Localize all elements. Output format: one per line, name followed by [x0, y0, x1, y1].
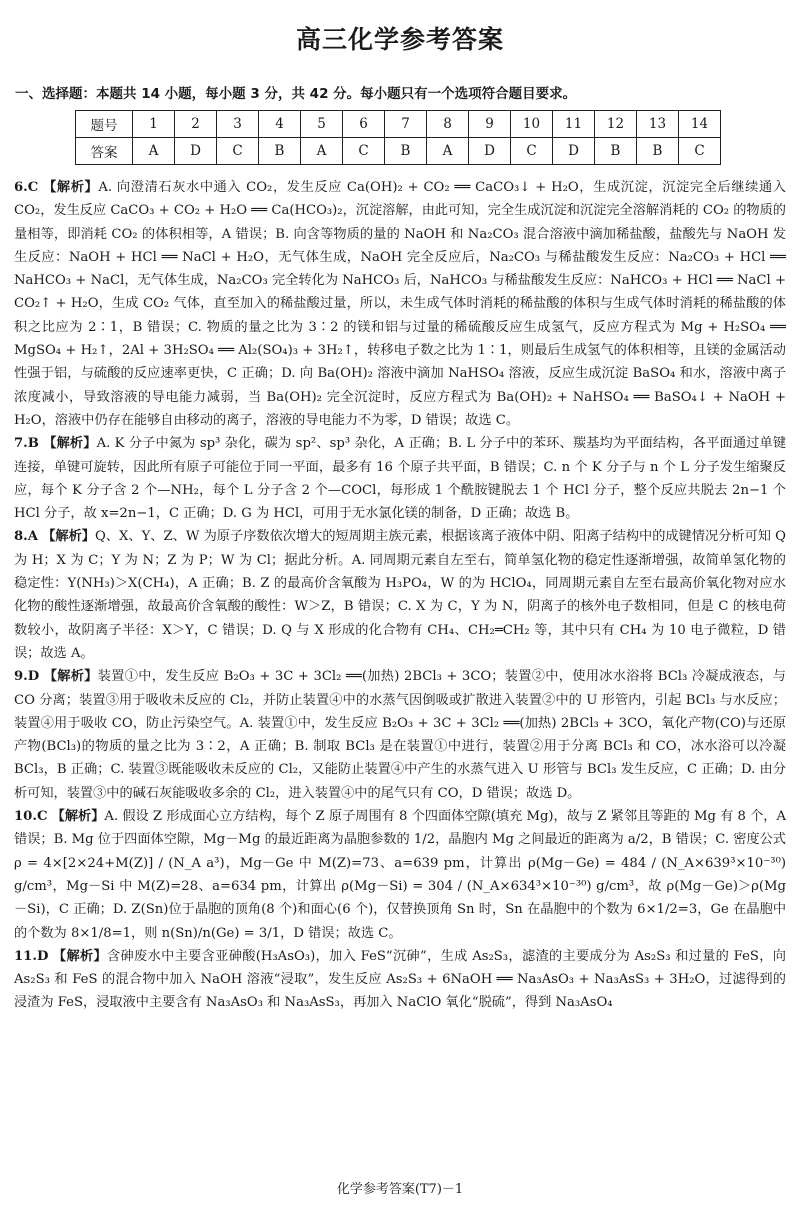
explanation-item	[14, 945, 786, 1015]
question-answer: 6.C	[14, 180, 39, 195]
explanation-text: Q、X、Y、Z、W 为原子序数依次增大的短周期主族元素，根据该离子液体中阴、阳离子结构中的成键情况分析可知 Q 为 H；X 为 C；Y 为 N；Z 为 P；W 为 Cl；据此分析。A. 同周期元素自左至右，简单氢化物的稳定性逐渐增强，故简单氢化物的稳定性：Y(NH₃)＞X(CH₄)，A 正确；B. Z 的最高价含氧酸为 H₃PO₄，W 的为 HClO₄，同周期元素自左至右最高价氧化物对应水化物的酸性逐渐增强，故最高价含氧酸的酸性：W＞Z，B 错误；C. X 为 C，Y 为 N，阴离子的核外电子数相同，但是 C 的核电荷数较小，故阴离子半径：X＞Y，C 错误；D. Q 与 X 形成的化合物有 CH₄、CH₂═CH₂ 等，其中只有 CH₄ 为 10 电子微粒，D 错误；故选 A。	[14, 529, 786, 661]
cell-number: 4	[259, 111, 301, 138]
cell-answer: C	[511, 138, 553, 165]
question-answer: 11.D	[14, 948, 49, 964]
explanation-text: A. 向澄清石灰水中通入 CO₂，发生反应 Ca(OH)₂ + CO₂ ══ CaCO₃↓ + H₂O，生成沉淀，沉淀完全后继续通入 CO₂，发生反应 CaCO₃ + CO₂ + H₂O ══ Ca(HCO₃)₂，沉淀溶解，由此可知，完全生成沉淀和沉淀完全溶解消耗的 CO₂ 的物质的量相等，即消耗 CO₂ 的体积相等，A 错误；B. 向含等物质的量的 NaOH 和 Na₂CO₃ 混合溶液中滴加稀盐酸，盐酸先与 NaOH 发生反应：NaOH + HCl ══ NaCl + H₂O，无气体生成，NaOH 完全反应后，Na₂CO₃ 与稀盐酸发生反应：Na₂CO₃ + HCl ══ NaHCO₃ + NaCl，无气体生成，Na₂CO₃ 完全转化为 NaHCO₃ 后，NaHCO₃ 与稀盐酸发生反应：NaHCO₃ + HCl ══ NaCl + CO₂↑ + H₂O，生成 CO₂ 气体，直至加入的稀盐酸过量，所以，未生成气体时消耗的稀盐酸的体积与生成气体时消耗的稀盐酸的体积之比应为 2∶1，B 错误；C. 物质的量之比为 3∶2 的镁和铝与过量的稀硫酸反应生成氢气，反应方程式为 Mg + H₂SO₄ ══ MgSO₄ + H₂↑，2Al + 3H₂SO₄ ══ Al₂(SO₄)₃ + 3H₂↑，转移电子数之比为 1∶1，则最后生成氢气的体积相等，且镁的金属活动性强于铝，与硫酸的反应速率更快，C 正确；D. 向 Ba(OH)₂ 溶液中滴加 NaHSO₄ 溶液，反应生成沉淀 BaSO₄ 和水，溶液中离子浓度减小，导致溶液的导电能力减弱，当 Ba(OH)₂ 完全沉淀时，反应方程式为 Ba(OH)₂ + NaHSO₄ ══ BaSO₄↓ + NaOH + H₂O，溶液中仍存在能够自由移动的离子，溶液的导电能力不为零，D 错误；故选 C。	[14, 180, 786, 428]
explanation-item	[14, 525, 786, 665]
cell-answer: D	[553, 138, 595, 165]
cell-answer: D	[175, 138, 217, 165]
explanation-item	[14, 432, 786, 525]
analysis-tag: 【解析】	[43, 669, 98, 685]
explanations	[14, 176, 786, 1015]
cell-answer: B	[637, 138, 679, 165]
question-answer: 9.D	[14, 669, 40, 685]
analysis-tag: 【解析】	[42, 529, 95, 545]
explanation-item	[14, 176, 786, 432]
cell-number: 14	[679, 111, 721, 138]
explanation-item	[14, 665, 786, 805]
explanation-item	[14, 805, 786, 945]
cell-number: 1	[133, 111, 175, 138]
explanation-text: 装置①中，发生反应 B₂O₃ + 3C + 3Cl₂ ══(加热) 2BCl₃ + 3CO；装置②中，使用冰水浴将 BCl₃ 冷凝成液态，与 CO 分离；装置③用于吸收未反应的 Cl₂，并防止装置④中的水蒸气因倒吸或扩散进入装置②中的 U 形管内，引起 BCl₃ 与水反应；装置④用于吸收 CO，防止污染空气。A. 装置①中，发生反应 B₂O₃ + 3C + 3Cl₂ ══(加热) 2BCl₃ + 3CO，氧化产物(CO)与还原产物(BCl₃)的物质的量之比为 3∶2，A 正确；B. 制取 BCl₃ 是在装置①中进行，装置②用于分离 BCl₃ 和 CO，冰水浴可以冷凝 BCl₃，B 正确；C. 装置③既能吸收未反应的 Cl₂，又能防止装置④中产生的水蒸气进入 U 形管与 BCl₃ 发生反应，C 正确；D. 由分析可知，装置③中的碱石灰能吸收多余的 Cl₂，进入装置④中的尾气只有 CO，D 错误；故选 D。	[14, 669, 786, 801]
cell-number: 6	[343, 111, 385, 138]
cell-number: 13	[637, 111, 679, 138]
row-label-number: 题号	[76, 111, 133, 138]
analysis-tag: 【解析】	[51, 809, 105, 825]
cell-number: 5	[301, 111, 343, 138]
cell-answer: B	[385, 138, 427, 165]
answer-table-number-row	[76, 111, 721, 138]
analysis-tag: 【解析】	[43, 180, 99, 195]
question-answer: 8.A	[14, 529, 38, 545]
analysis-tag: 【解析】	[43, 436, 97, 452]
cell-number: 2	[175, 111, 217, 138]
cell-number: 11	[553, 111, 595, 138]
question-answer: 10.C	[14, 809, 48, 825]
answer-table	[75, 110, 721, 165]
cell-number: 10	[511, 111, 553, 138]
section-heading: 一、选择题：本题共 14 小题，每小题 3 分，共 42 分。每小题只有一个选项符合题目要求。	[15, 86, 577, 102]
explanation-text: A. 假设 Z 形成面心立方结构，每个 Z 原子周围有 8 个四面体空隙(填充 Mg)，故与 Z 紧邻且等距的 Mg 有 8 个，A 错误；B. Mg 位于四面体空隙，Mg－Mg 的最近距离为晶胞参数的 1/2，晶胞内 Mg 之间最近的距离为 a/2，B 错误；C. 密度公式 ρ = 4×[2×24+M(Z)] / (N_A a³)，Mg－Ge 中 M(Z)=73、a=639 pm，计算出 ρ(Mg－Ge) = 484 / (N_A×639³×10⁻³⁰) g/cm³，Mg－Si 中 M(Z)=28、a=634 pm，计算出 ρ(Mg－Si) = 304 / (N_A×634³×10⁻³⁰) g/cm³，故 ρ(Mg－Ge)＞ρ(Mg－Si)，C 正确；D. Z(Sn)位于晶胞的顶角(8 个)和面心(6 个)，仅替换顶角 Sn 时，Sn 在晶胞中的个数为 6×1/2=3，Ge 在晶胞中的个数为 8×1/8=1，则 n(Sn)/n(Ge) = 3/1，D 错误；故选 C。	[14, 809, 787, 941]
cell-answer: C	[679, 138, 721, 165]
cell-answer: D	[469, 138, 511, 165]
question-answer: 7.B	[14, 436, 39, 452]
page-footer: 化学参考答案(T7)－1	[336, 1182, 464, 1197]
row-label-answer: 答案	[76, 138, 133, 165]
cell-answer: C	[217, 138, 259, 165]
cell-number: 12	[595, 111, 637, 138]
cell-answer: A	[427, 138, 469, 165]
cell-number: 3	[217, 111, 259, 138]
cell-answer: A	[133, 138, 175, 165]
cell-number: 7	[385, 111, 427, 138]
cell-answer: B	[259, 138, 301, 165]
cell-number: 9	[469, 111, 511, 138]
cell-answer: C	[343, 138, 385, 165]
page-title: 高三化学参考答案	[295, 25, 504, 54]
cell-answer: A	[301, 138, 343, 165]
cell-number: 8	[427, 111, 469, 138]
analysis-tag: 【解析】	[52, 948, 108, 964]
answer-table-answer-row	[76, 138, 721, 165]
explanation-text: 含砷废水中主要含亚砷酸(H₃AsO₃)，加入 FeS“沉砷”，生成 As₂S₃，滤渣的主要成分为 As₂S₃ 和过量的 FeS，向 As₂S₃ 和 FeS 的混合物中加入 NaOH 溶液“浸取”，发生反应 As₂S₃ + 6NaOH ══ Na₃AsO₃ + Na₃AsS₃ + 3H₂O，过滤得到的浸渣为 FeS，浸取液中主要含有 Na₃AsO₃ 和 Na₃AsS₃，再加入 NaClO 氧化“脱硫”，得到 Na₃AsO₄	[14, 948, 786, 1011]
explanation-text: A. K 分子中氮为 sp³ 杂化，碳为 sp²、sp³ 杂化，A 正确；B. L 分子中的苯环、羰基均为平面结构，各平面通过单键连接，单键可旋转，因此所有原子可能位于同一平面，最多有 16 个原子共平面，B 错误；C. n 个 K 分子与 n 个 L 分子发生缩聚反应，每个 K 分子含 2 个—NH₂，每个 L 分子含 2 个—COCl，每形成 1 个酰胺键脱去 1 个 HCl 分子，整个反应共脱去 2n−1 个 HCl 分子，故 x=2n−1，C 正确；D. G 为 HCl，可用于无水氯化镁的制备，D 正确；故选 B。	[14, 436, 787, 522]
cell-answer: B	[595, 138, 637, 165]
